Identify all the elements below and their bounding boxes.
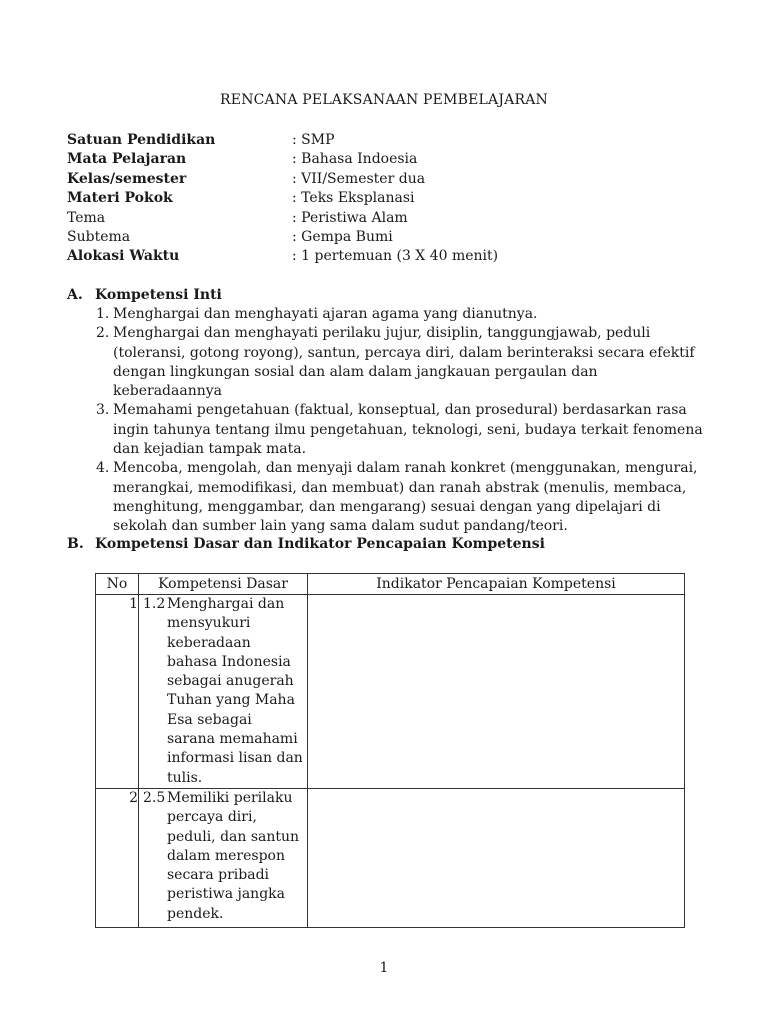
kompetensi-inti-item <box>96 324 706 401</box>
identity-value: : Peristiwa Alam <box>292 209 408 226</box>
section-b-heading <box>67 535 545 554</box>
identity-value: : Bahasa Indoesia <box>292 151 418 168</box>
item-number: 4. <box>96 460 110 477</box>
item-text: Memahami pengetahuan (faktual, konseptual, dan prosedural) berdasarkan rasa ingin tahunya tentang ilmu pengetahuan, teknologi, seni, budaya terkait fenomena dan kejadian tampak mata. <box>113 402 703 458</box>
table-row <box>96 788 685 927</box>
section-a-heading <box>67 286 222 305</box>
identity-value: : VII/Semester dua <box>292 170 426 187</box>
kompetensi-dasar-cell <box>139 788 308 927</box>
identity-row <box>67 170 707 189</box>
kompetensi-inti-item <box>96 305 706 324</box>
indikator-cell <box>308 788 685 927</box>
kompetensi-inti-list <box>96 305 706 537</box>
identity-label: Mata Pelajaran <box>67 151 187 168</box>
identity-value: : Gempa Bumi <box>292 229 393 245</box>
kompetensi-table <box>95 573 685 928</box>
kompetensi-inti-item <box>96 459 706 536</box>
item-number: 1. <box>96 306 110 322</box>
identity-label: Materi Pokok <box>67 190 173 207</box>
identity-row <box>67 209 707 228</box>
header-kompetensi-dasar: Kompetensi Dasar <box>139 574 308 595</box>
identity-label: Kelas/semester <box>67 170 187 187</box>
page-number: 1 <box>379 960 389 976</box>
identity-value: : SMP <box>292 132 335 148</box>
identity-value: : Teks Eksplanasi <box>292 190 415 207</box>
section-b-letter: B. <box>67 536 84 552</box>
identity-row <box>67 189 707 208</box>
kd-text: Menghargai dan mensyukuri keberadaan bahasa Indonesia sebagai anugerah Tuhan yang Maha Esa sebagai sarana memahami informasi lisan dan tulis. <box>167 596 303 786</box>
section-a-letter: A. <box>67 287 83 303</box>
identity-label: Satuan Pendidikan <box>67 132 216 148</box>
table-row <box>96 595 685 789</box>
identity-value: : 1 pertemuan (3 X 40 menit) <box>292 248 499 265</box>
identity-label: Subtema <box>67 229 131 245</box>
identity-label: Tema <box>67 209 106 226</box>
row-number: 1 <box>96 595 139 789</box>
table-header-row <box>96 574 685 595</box>
section-b-title: Kompetensi Dasar dan Indikator Pencapaian Kompetensi <box>95 536 545 552</box>
item-text: Mencoba, mengolah, dan menyaji dalam ranah konkret (menggunakan, mengurai, merangkai, memodifikasi, dan membuat) dan ranah abstrak (menulis, membaca, menghitung, menggambar, dan mengarang) sesuai dengan yang dipelajari di sekolah dan sumber lain yang sama dalam sudut pandang/teori. <box>113 460 698 535</box>
item-text: Menghargai dan menghayati ajaran agama yang dianutnya. <box>113 306 538 322</box>
row-number: 2 <box>96 788 139 927</box>
identity-label: Alokasi Waktu <box>67 248 180 265</box>
kompetensi-dasar-cell <box>139 595 308 789</box>
item-number: 2. <box>96 325 110 342</box>
header-no: No <box>96 574 139 595</box>
indikator-cell <box>308 595 685 789</box>
header-indikator: Indikator Pencapaian Kompetensi <box>308 574 685 595</box>
document-title: RENCANA PELAKSANAAN PEMBELAJARAN <box>220 92 548 108</box>
identity-row <box>67 131 707 150</box>
item-text: Menghargai dan menghayati perilaku jujur, disiplin, tanggungjawab, peduli (toleransi, gotong royong), santun, percaya diri, dalam berinteraksi secara efektif dengan lingkungan sosial dan alam dalam jangkauan pergaulan dan keberadaannya <box>113 325 695 400</box>
kd-text: Memiliki perilaku percaya diri, peduli, dan santun dalam merespon secara pribadi peristiwa jangka pendek. <box>167 789 300 922</box>
identity-row <box>67 228 707 247</box>
kd-code: 1.2 <box>143 596 166 612</box>
kompetensi-inti-item <box>96 401 706 459</box>
identity-row <box>67 247 707 266</box>
item-number: 3. <box>96 402 110 419</box>
identity-row <box>67 150 707 169</box>
section-a-title: Kompetensi Inti <box>95 287 222 303</box>
kd-code: 2.5 <box>143 789 166 806</box>
